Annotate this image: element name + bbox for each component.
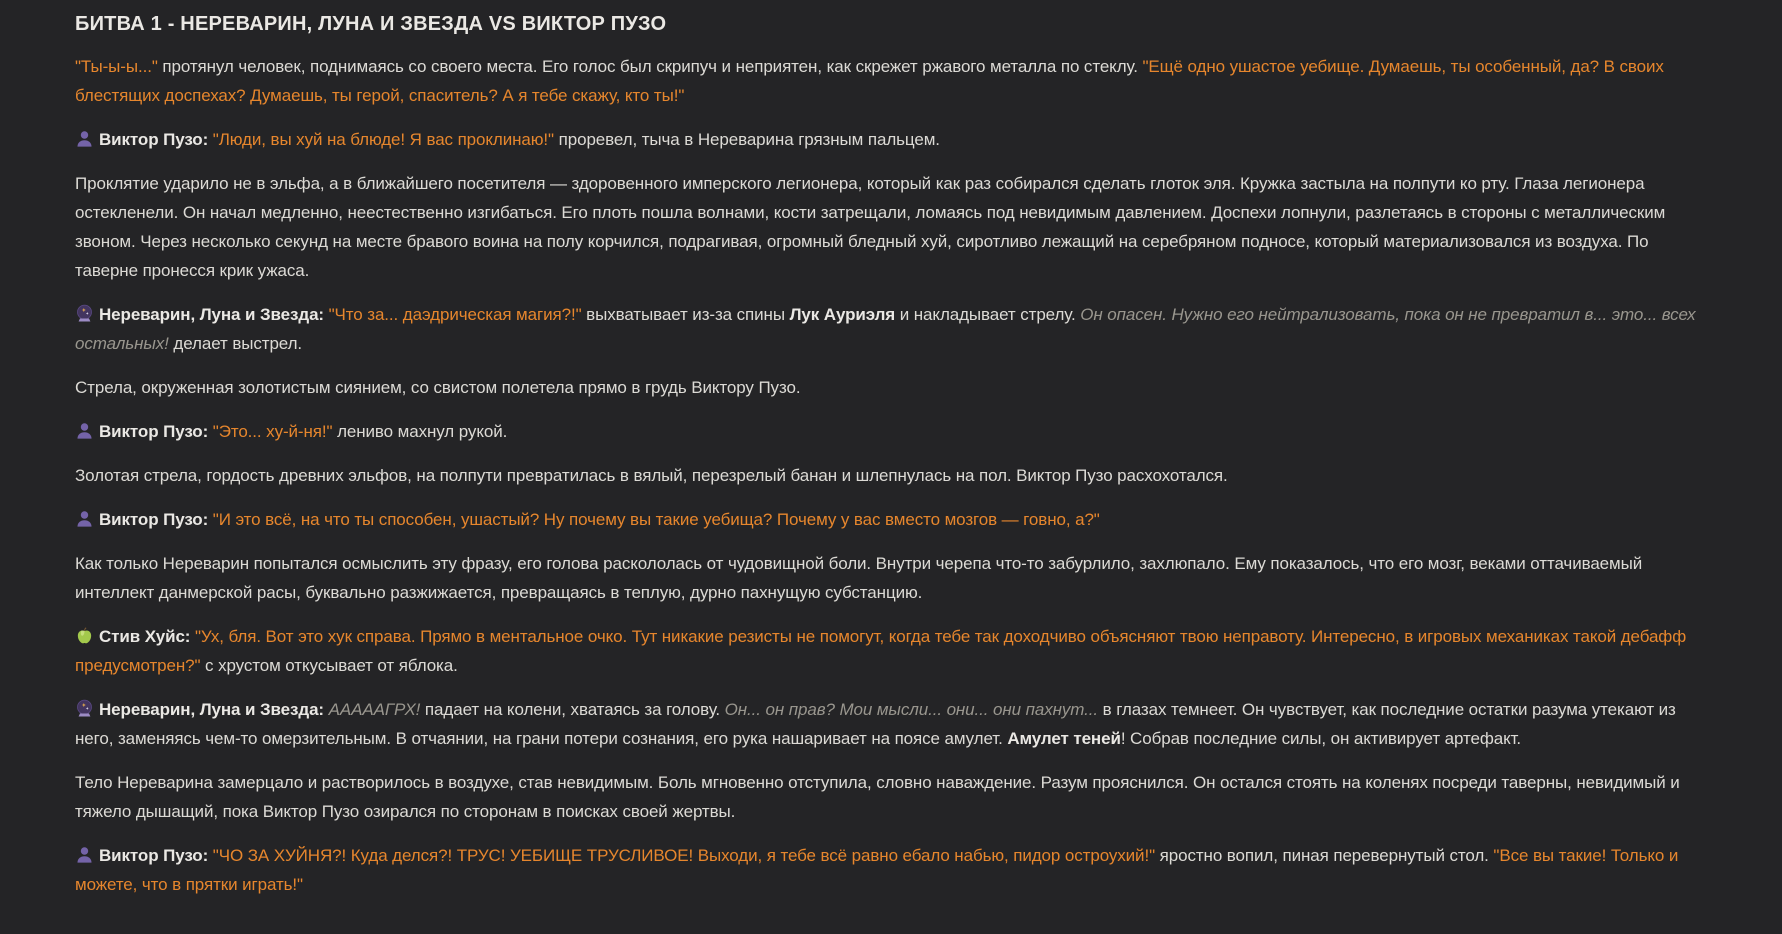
normal-text-segment: с хрустом откусывает от яблока. [200,656,458,675]
green-apple-icon [75,626,94,645]
italic-text-segment: Он... он прав? Мои мысли... они... они пахнут... [724,700,1099,719]
speaker-name: Виктор Пузо: [99,422,213,441]
dialogue-paragraph [75,300,1712,358]
normal-text-segment: Тело Нереварина замерцало и растворилось в воздухе, став невидимым. Боль мгновенно отступила, словно наваждение. Разум прояснился. Он остался стоять на коленях посреди таверны, невидимый и тяжело дышащий, пока Виктор Пузо озирался по сторонам в поисках своей жертвы. [75,773,1680,821]
speaker-name: Виктор Пузо: [99,130,213,149]
narration-paragraph [75,461,1712,490]
normal-text-segment: в глазах темнеет. Он чувствует, как последние остатки разума утекают из него, заменяясь чем-то омерзительным. В отчаянии, на грани потери сознания, его рука нашаривает на поясе амулет. [75,700,1676,748]
normal-text-segment: падает на колени, хватаясь за голову. [420,700,725,719]
dialogue-paragraph [75,417,1712,446]
person-icon [75,845,94,864]
dialogue-paragraph [75,505,1712,534]
person-icon [75,421,94,440]
speaker-name: Виктор Пузо: [99,846,213,865]
quote-text-segment: "Ух, бля. Вот это хук справа. Прямо в ментальное очко. Тут никакие резисты не помогут, когда тебе так доходчиво объясняют твою неправоту. Интересно, в игровых механиках такой дебафф предусмотрен?" [75,627,1687,675]
italic-text-segment: АААААГРХ! [328,700,421,719]
normal-text-segment: Золотая стрела, гордость древних эльфов, на полпути превратилась в вялый, перезрелый банан и шлепнулась на пол. Виктор Пузо расхохотался. [75,466,1228,485]
crystal-ball-icon [75,699,94,718]
dialogue-paragraph [75,125,1712,154]
quote-text-segment: "Это... ху-й-ня!" [212,422,333,441]
bold-text-segment: Амулет теней [1007,729,1121,748]
normal-text-segment: лениво махнул рукой. [332,422,508,441]
speaker-name: Нереварин, Луна и Звезда: [99,700,329,719]
speaker-name: Стив Хуйс: [99,627,195,646]
dialogue-paragraph [75,695,1712,753]
narration-paragraph [75,549,1712,607]
speaker-name: Виктор Пузо: [99,510,213,529]
normal-text-segment: протянул человек, поднимаясь со своего места. Его голос был скрипуч и неприятен, как скрежет ржавого металла по стеклу. [157,57,1143,76]
quote-text-segment: "Люди, вы хуй на блюде! Я вас проклинаю!" [212,130,554,149]
normal-text-segment: ! Собрав последние силы, он активирует артефакт. [1120,729,1522,748]
person-icon [75,129,94,148]
normal-text-segment: проревел, тыча в Нереварина грязным пальцем. [554,130,940,149]
italic-text-segment: Он опасен. Нужно его нейтрализовать, пока он не превратил в... это... всех остальных! [75,305,1696,353]
battle-title: БИТВА 1 - НЕРЕВАРИН, ЛУНА И ЗВЕЗДА VS ВИКТОР ПУЗО [75,13,667,35]
quote-text-segment: "Ты-ы-ы..." [75,57,158,76]
normal-text-segment: Как только Нереварин попытался осмыслить эту фразу, его голова раскололась от чудовищной боли. Внутри черепа что-то забурлило, захлюпало. Ему показалось, что его мозг, веками оттачиваемый интеллект данмерской расы, буквально разжижается, превращаясь в теплую, дурно пахнущую субстанцию. [75,554,1643,602]
normal-text-segment: и накладывает стрелу. [895,305,1081,324]
normal-text-segment: яростно вопил, пиная перевернутый стол. [1155,846,1494,865]
normal-text-segment: делает выстрел. [168,334,303,353]
quote-text-segment: "Все вы такие! Только и можете, что в прятки играть!" [75,846,1679,894]
person-icon [75,509,94,528]
bold-text-segment: Лук Ауриэля [789,305,896,324]
speaker-name: Нереварин, Луна и Звезда: [99,305,329,324]
quote-text-segment: "И это всё, на что ты способен, ушастый? Ну почему вы такие уебища? Почему у вас вместо мозгов — говно, а?" [212,510,1100,529]
narration-paragraph [75,373,1712,402]
narration-paragraph [75,169,1712,285]
quote-text-segment: "Ещё одно ушастое уебище. Думаешь, ты особенный, да? В своих блестящих доспехах? Думаешь, ты герой, спаситель? А я тебе скажу, кто ты!" [75,57,1664,105]
crystal-ball-icon [75,304,94,323]
normal-text-segment: выхватывает из-за спины [581,305,790,324]
dialogue-paragraph [75,841,1712,899]
quote-text-segment: "Что за... даэдрическая магия?!" [328,305,582,324]
story [75,52,1712,899]
narration-paragraph [75,52,1712,110]
dialogue-paragraph [75,622,1712,680]
normal-text-segment: Проклятие ударило не в эльфа, а в ближайшего посетителя — здоровенного имперского легионера, который как раз собирался сделать глоток эля. Кружка застыла на полпути ко рту. Глаза легионера остекленели. Он начал медленно, неестественно изгибаться. Его плоть пошла волнами, кости затрещали, ломаясь под невидимым давлением. Доспехи лопнули, разлетаясь в стороны с металлическим звоном. Через несколько секунд на месте бравого воина на полу корчился, подрагивая, огромный бледный хуй, сиротливо лежащий на серебряном подносе, который материализовался из воздуха. По таверне пронесся крик ужаса. [75,174,1666,280]
quote-text-segment: "ЧО ЗА ХУЙНЯ?! Куда делся?! ТРУС! УЕБИЩЕ ТРУСЛИВОЕ! Выходи, я тебе всё равно ебало набью, пидор остроухий!" [212,846,1156,865]
normal-text-segment: Стрела, окруженная золотистым сиянием, со свистом полетела прямо в грудь Виктору Пузо. [75,378,801,397]
narration-paragraph [75,768,1712,826]
